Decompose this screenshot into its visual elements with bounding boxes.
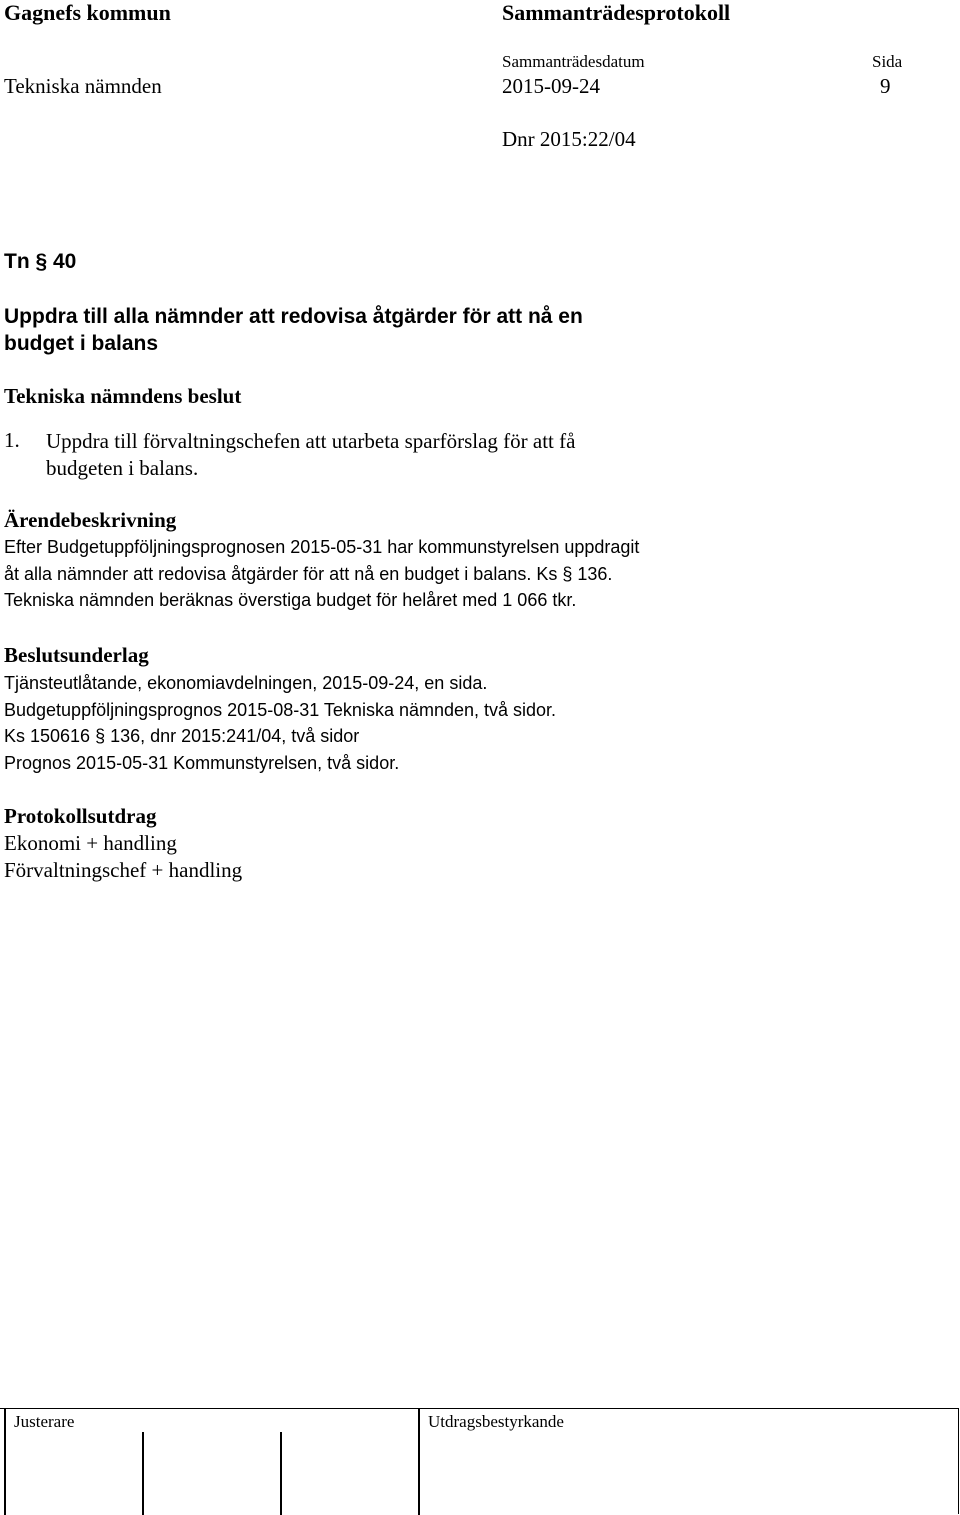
decision-heading: Tekniska nämndens beslut — [4, 384, 242, 408]
description-line: Tekniska nämnden beräknas överstiga budget för helåret med 1 066 tkr. — [4, 590, 577, 610]
signature-divider — [4, 1408, 6, 1515]
dnr-number: Dnr 2015:22/04 — [502, 127, 636, 151]
extract-body — [4, 830, 242, 884]
extract-heading: Protokollsutdrag — [4, 804, 157, 828]
basis-line: Budgetuppföljningsprognos 2015-08-31 Tekniska nämnden, två sidor. — [4, 699, 557, 720]
basis-heading: Beslutsunderlag — [4, 643, 149, 667]
page-number: 9 — [880, 74, 891, 98]
basis-line: Ks 150616 § 136, dnr 2015:241/04, två sidor — [4, 726, 360, 746]
extract-line: Ekonomi + handling — [4, 831, 177, 855]
adjusters-label: Justerare — [14, 1412, 75, 1431]
decision-item-text — [46, 428, 575, 482]
signature-divider — [280, 1432, 282, 1515]
signature-divider — [142, 1432, 144, 1515]
description-line: åt alla nämnder att redovisa åtgärder för att nå en budget i balans. Ks § 136. — [4, 563, 613, 584]
item-title — [4, 303, 583, 357]
committee-name: Tekniska nämnden — [4, 74, 162, 98]
organization-name: Gagnefs kommun — [4, 0, 171, 25]
item-title-line: budget i balans — [4, 332, 159, 355]
meeting-date: 2015-09-24 — [502, 74, 600, 98]
basis-body — [4, 670, 556, 776]
date-label: Sammanträdesdatum — [502, 52, 645, 71]
document-type: Sammanträdesprotokoll — [502, 0, 731, 25]
extract-line: Förvaltningschef + handling — [4, 858, 243, 882]
basis-line: Tjänsteutlåtande, ekonomiavdelningen, 2015-09-24, en sida. — [4, 673, 488, 693]
item-number: Tn § 40 — [4, 250, 77, 273]
description-line: Efter Budgetuppföljningsprognosen 2015-05-31 har kommunstyrelsen uppdragit — [4, 537, 640, 557]
item-title-line: Uppdra till alla nämnder att redovisa åtgärder för att nå en — [4, 305, 583, 328]
description-body — [4, 534, 639, 614]
decision-item-line: Uppdra till förvaltningschefen att utarbeta sparförslag för att få — [46, 429, 576, 453]
decision-item-line: budgeten i balans. — [46, 456, 199, 480]
decision-item-number: 1. — [4, 428, 20, 452]
signature-divider — [418, 1408, 420, 1515]
description-heading: Ärendebeskrivning — [4, 508, 177, 532]
basis-line: Prognos 2015-05-31 Kommunstyrelsen, två sidor. — [4, 752, 400, 773]
certification-label: Utdragsbestyrkande — [428, 1412, 564, 1431]
page-label: Sida — [872, 52, 903, 71]
